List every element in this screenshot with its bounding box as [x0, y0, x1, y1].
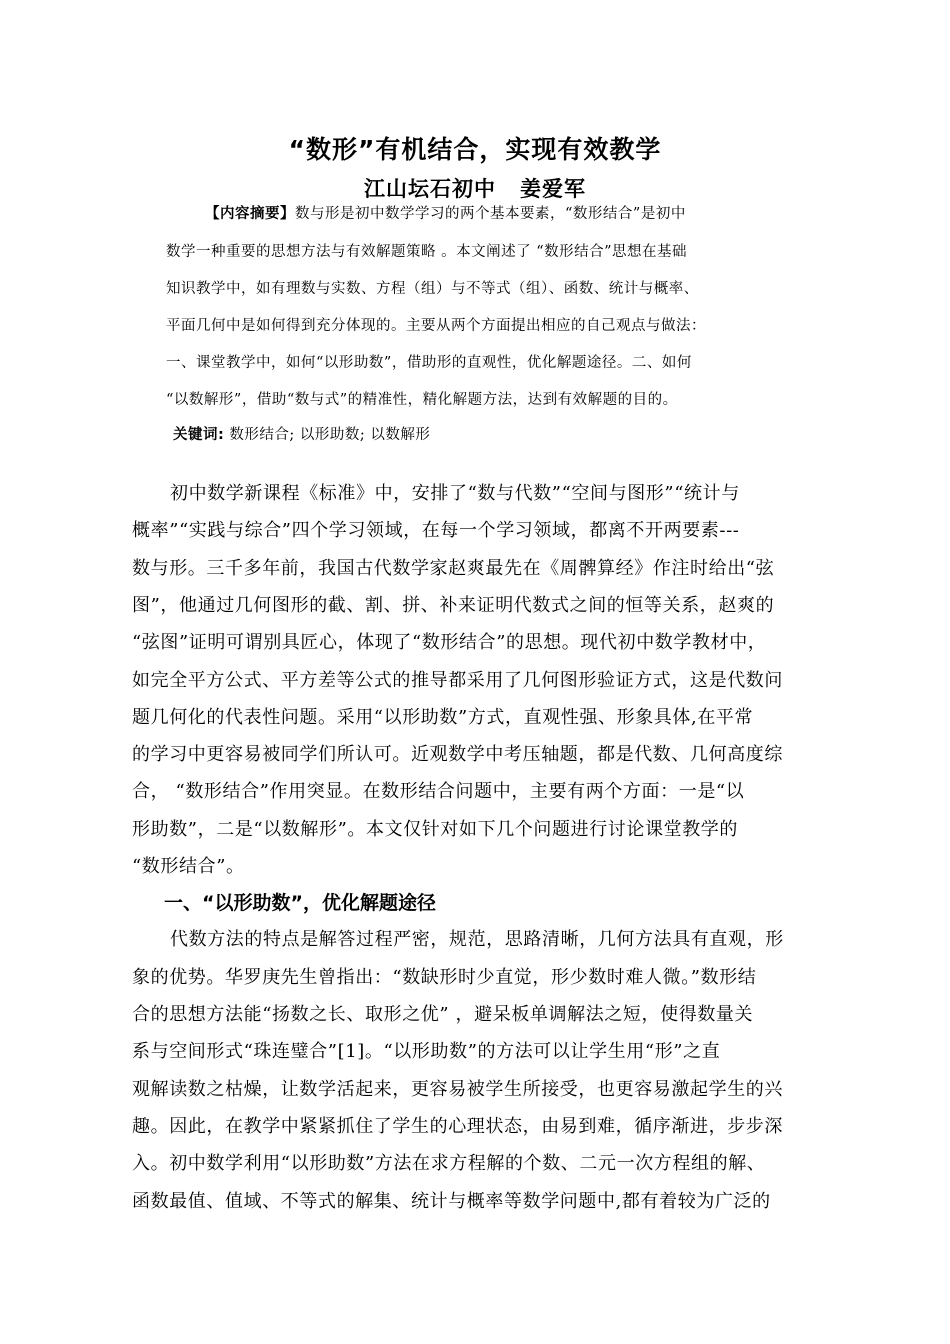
body-line: 入。初中数学利用“以形助数”方法在求方程解的个数、二元一次方程组的解、	[132, 1153, 766, 1174]
body-line: 合， “数形结合”作用突显。在数形结合问题中，主要有两个方面：一是“以	[132, 781, 745, 802]
abstract-line-1: 【内容摘要】数与形是初中数学学习的两个基本要素，“数形结合”是初中	[205, 206, 686, 222]
body-line: 趣。因此，在教学中紧紧抓住了学生的心理状态，由易到难，循序渐进，步步深	[132, 1116, 783, 1137]
section-heading: 一、“以形助数”，优化解题途径	[164, 892, 436, 914]
body-line: 函数最值、值域、不等式的解集、统计与概率等数学问题中,都有着较为广泛的	[132, 1191, 771, 1212]
author-name: 姜爱军	[520, 177, 586, 201]
body-line: 如完全平方公式、平方差等公式的推导都采用了几何图形验证方式，这是代数问	[132, 670, 783, 691]
body-line: “数形结合”。	[132, 856, 245, 877]
body-line: 观解读数之枯燥，让数学活起来，更容易被学生所接受，也更容易激起学生的兴	[132, 1079, 783, 1100]
abstract-line-4: 平面几何中是如何得到充分体现的。主要从两个方面提出相应的自己观点与做法：	[166, 318, 706, 334]
body-line: 象的优势。华罗庚先生曾指出：“数缺形时少直觉，形少数时难人微。”数形结	[132, 967, 757, 988]
body-line: 形助数”，二是“以数解形”。本文仅针对如下几个问题进行讨论课堂教学的	[132, 819, 739, 840]
author-school: 江山坛石初中	[364, 177, 496, 201]
abstract-line-5: 一、课堂教学中，如何“以形助数”，借助形的直观性，优化解题途径。二、如何	[166, 355, 692, 371]
abstract-line-6: “以数解形”，借助“数与式”的精准性，精化解题方法，达到有效解题的目的。	[166, 392, 678, 408]
body-line: 系与空间形式“珠连璧合”[1]。“以形助数”的方法可以让学生用“形”之直	[132, 1041, 721, 1062]
body-line: 的学习中更容易被同学们所认可。近观数学中考压轴题，都是代数、几何高度综	[132, 744, 783, 765]
abstract-line-2: 数学一种重要的思想方法与有效解题策略 。本文阐述了 “数形结合”思想在基础	[166, 244, 688, 260]
body-line: 题几何化的代表性问题。采用“以形助数”方式，直观性强、形象具体,在平常	[132, 707, 754, 728]
author-line	[0, 173, 950, 203]
body-line: 代数方法的特点是解答过程严密，规范，思路清晰，几何方法具有直观，形	[170, 929, 784, 950]
body-line: 数与形。三千多年前，我国古代数学家赵爽最先在《周髀算经》作注时给出“弦	[132, 558, 775, 579]
body-line: 合的思想方法能“扬数之长、取形之优” ，避呆板单调解法之短，使得数量关	[132, 1004, 754, 1025]
abstract-label: 【内容摘要】	[205, 206, 295, 222]
abstract-line-3: 知识教学中，如有理数与实数、方程（组）与不等式（组）、函数、统计与概率、	[166, 281, 699, 297]
body-line: 概率”“实践与综合”四个学习领域，在每一个学习领域，都离不开两要素---	[132, 520, 740, 541]
keywords-line	[173, 423, 430, 444]
body-line: “弦图”证明可谓别具匠心，体现了“数形结合”的思想。现代初中数学教材中，	[132, 632, 767, 653]
document-title: “数形”有机结合，实现有效教学	[288, 135, 662, 164]
keywords-text: 数形结合; 以形助数; 以数解形	[229, 427, 431, 443]
keywords-label: 关键词:	[173, 427, 225, 443]
body-line: 初中数学新课程《标准》中，安排了“数与代数”“空间与图形”“统计与	[170, 483, 740, 504]
body-line: 图”，他通过几何图形的截、割、拼、补来证明代数式之间的恒等关系，赵爽的	[132, 595, 775, 616]
